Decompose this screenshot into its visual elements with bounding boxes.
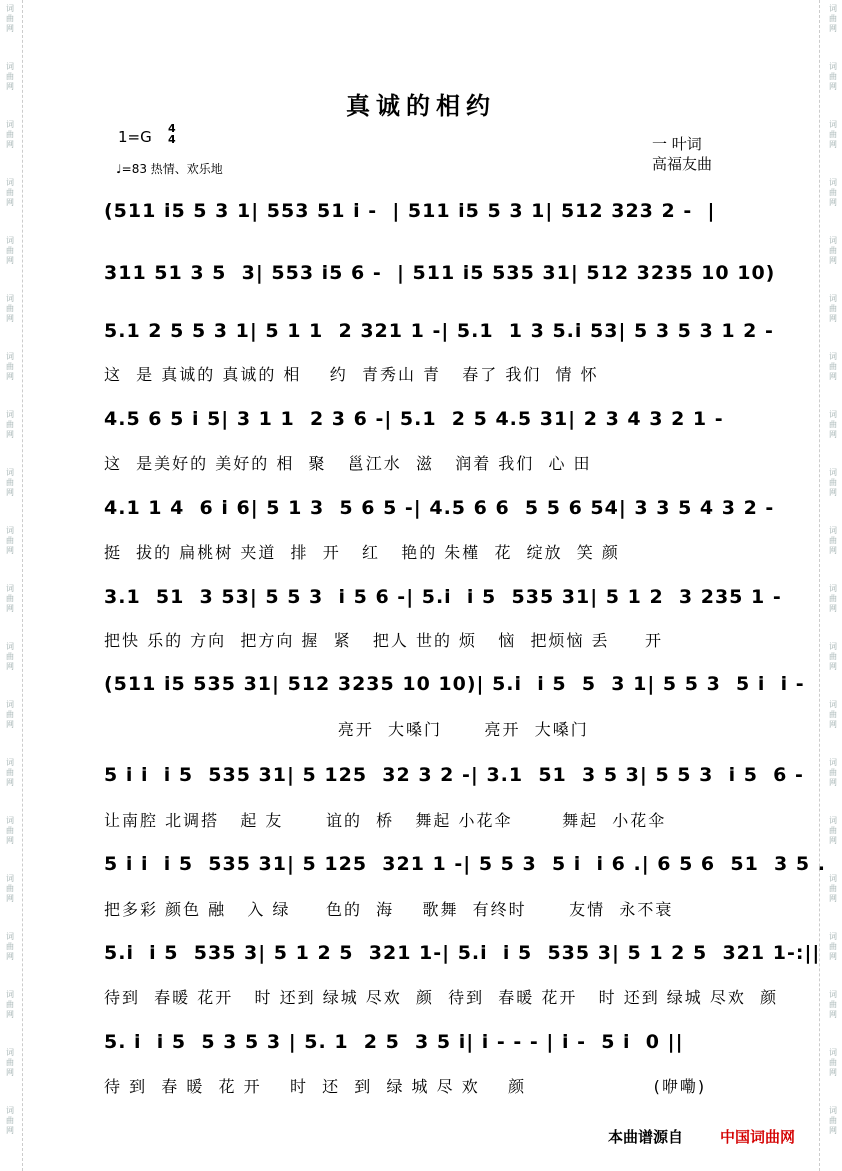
notation-line: (511 i5 535 31| 512 3235 10 10)| 5.i i 5 5 3 1| 5 5 3 5 i i - [104, 673, 805, 695]
time-signature [168, 123, 176, 145]
watermark-text: 词 曲 网 [829, 758, 837, 787]
notation-line: 3.1 51 3 53| 5 5 3 i 5 6 -| 5.i i 5 535 31| 5 1 2 3 235 1 - [104, 586, 782, 608]
watermark-text: 词 曲 网 [829, 468, 837, 497]
watermark-text: 词 曲 网 [6, 468, 14, 497]
lyric-line: 这 是美好的 美好的 相 聚 邕江水 滋 润着 我们 心 田 [104, 454, 592, 473]
lyric-line: 把快 乐的 方向 把方向 握 紧 把人 世的 烦 恼 把烦恼 丢 开 [104, 631, 663, 650]
watermark-text: 词 曲 网 [829, 584, 837, 613]
footer-source: 本曲谱源自 [608, 1128, 684, 1146]
watermark-text: 词 曲 网 [6, 62, 14, 91]
notation-line: 5 i i i 5 535 31| 5 125 32 3 2 -| 3.1 51 3 5 3| 5 5 3 i 5 6 - [104, 764, 804, 786]
watermark-text: 词 曲 网 [829, 178, 837, 207]
composer-credit: 高福友曲 [652, 155, 713, 173]
score-system [104, 320, 774, 364]
lyric-line: 这 是 真诚的 真诚的 相 约 青秀山 青 春了 我们 情 怀 [104, 365, 599, 384]
watermark-text: 词 曲 网 [829, 294, 837, 323]
lyric-line: 挺 拔的 扁桃树 夹道 排 开 红 艳的 朱槿 花 绽放 笑 颜 [104, 543, 620, 562]
watermark-text: 词 曲 网 [829, 1106, 837, 1135]
watermark-text: 词 曲 网 [829, 352, 837, 381]
watermark-text: 词 曲 网 [6, 874, 14, 903]
score-system [104, 497, 775, 541]
watermark-text: 词 曲 网 [6, 642, 14, 671]
lyric-line: 把多彩 颜色 融 入 绿 色的 海 歌舞 有终时 友情 永不衰 [104, 900, 674, 919]
watermark-text: 词 曲 网 [6, 1048, 14, 1077]
watermark-text: 词 曲 网 [6, 352, 14, 381]
watermark-text: 词 曲 网 [829, 990, 837, 1019]
lyric-line: 亮开 大嗓门 亮开 大嗓门 [104, 720, 589, 739]
watermark-text: 词 曲 网 [829, 874, 837, 903]
watermark-text: 词 曲 网 [6, 1106, 14, 1135]
watermark-text: 词 曲 网 [829, 1048, 837, 1077]
watermark-text: 词 曲 网 [6, 236, 14, 265]
watermark-text: 词 曲 网 [829, 4, 837, 33]
score-system [104, 1031, 744, 1075]
watermark-text: 词 曲 网 [829, 62, 837, 91]
watermark-text: 词 曲 网 [6, 758, 14, 787]
watermark-text: 词 曲 网 [829, 932, 837, 961]
footer-site: 中国词曲网 [720, 1128, 796, 1146]
watermark-text: 词 曲 网 [6, 4, 14, 33]
score-system [104, 408, 744, 452]
watermark-text: 词 曲 网 [6, 526, 14, 555]
watermark-text: 词 曲 网 [829, 410, 837, 439]
watermark-text: 词 曲 网 [6, 178, 14, 207]
watermark-text: 词 曲 网 [829, 526, 837, 555]
score-system [104, 764, 804, 808]
watermark-text: 词 曲 网 [6, 584, 14, 613]
score-system [104, 262, 776, 306]
watermark-text: 词 曲 网 [6, 120, 14, 149]
watermark-text: 词 曲 网 [6, 294, 14, 323]
tempo-marking: ♩=83 热情、欢乐地 [116, 162, 223, 176]
score-system [104, 853, 826, 897]
score-system [104, 942, 821, 986]
key-signature: 1=G [118, 128, 152, 146]
notation-line: (511 i5 5 3 1| 553 51 i - | 511 i5 5 3 1| 512 323 2 - | [104, 200, 716, 222]
notation-line: 4.5 6 5 i 5| 3 1 1 2 3 6 -| 5.1 2 5 4.5 31| 2 3 4 3 2 1 - [104, 408, 724, 430]
score-system [104, 673, 805, 717]
lyric-line: 待到 春暖 花开 时 还到 绿城 尽欢 颜 待到 春暖 花开 时 还到 绿城 尽欢 颜 [104, 988, 779, 1007]
notation-line: 5. i i 5 5 3 5 3 | 5. 1 2 5 3 5 i| i - - - | i - 5 i 0 || [104, 1031, 684, 1053]
lyricist-credit: 一 叶词 [652, 135, 702, 153]
notation-line: 311 51 3 5 3| 553 i5 6 - | 511 i5 535 31| 512 3235 10 10) [104, 262, 776, 284]
watermark-text: 词 曲 网 [829, 236, 837, 265]
watermark-text: 词 曲 网 [6, 700, 14, 729]
left-watermark-strip [0, 0, 23, 1171]
notation-line: 5 i i i 5 535 31| 5 125 321 1 -| 5 5 3 5 i i 6 .| 6 5 6 51 3 5 . [104, 853, 826, 875]
watermark-text: 词 曲 网 [829, 120, 837, 149]
score-system [104, 200, 744, 244]
lyric-line: 待 到 春 暖 花 开 时 还 到 绿 城 尽 欢 颜 (咿嘞) [104, 1077, 707, 1096]
notation-line: 5.1 2 5 5 3 1| 5 1 1 2 321 1 -| 5.1 1 3 5.i 53| 5 3 5 3 1 2 - [104, 320, 774, 342]
notation-line: 4.1 1 4 6 i 6| 5 1 3 5 6 5 -| 4.5 6 6 5 5 6 54| 3 3 5 4 3 2 - [104, 497, 775, 519]
watermark-text: 词 曲 网 [6, 932, 14, 961]
score-system [104, 586, 782, 630]
watermark-text: 词 曲 网 [829, 642, 837, 671]
notation-line: 5.i i 5 535 3| 5 1 2 5 321 1-| 5.i i 5 535 3| 5 1 2 5 321 1-:|| [104, 942, 821, 964]
watermark-text: 词 曲 网 [829, 816, 837, 845]
lyric-line: 让南腔 北调搭 起 友 谊的 桥 舞起 小花伞 舞起 小花伞 [104, 811, 667, 830]
time-signature-top: 4 [168, 122, 176, 135]
watermark-text: 词 曲 网 [829, 700, 837, 729]
time-signature-bottom: 4 [168, 133, 176, 146]
song-title: 真诚的相约 [346, 92, 496, 120]
right-watermark-strip [819, 0, 842, 1171]
watermark-text: 词 曲 网 [6, 816, 14, 845]
watermark-text: 词 曲 网 [6, 410, 14, 439]
watermark-text: 词 曲 网 [6, 990, 14, 1019]
